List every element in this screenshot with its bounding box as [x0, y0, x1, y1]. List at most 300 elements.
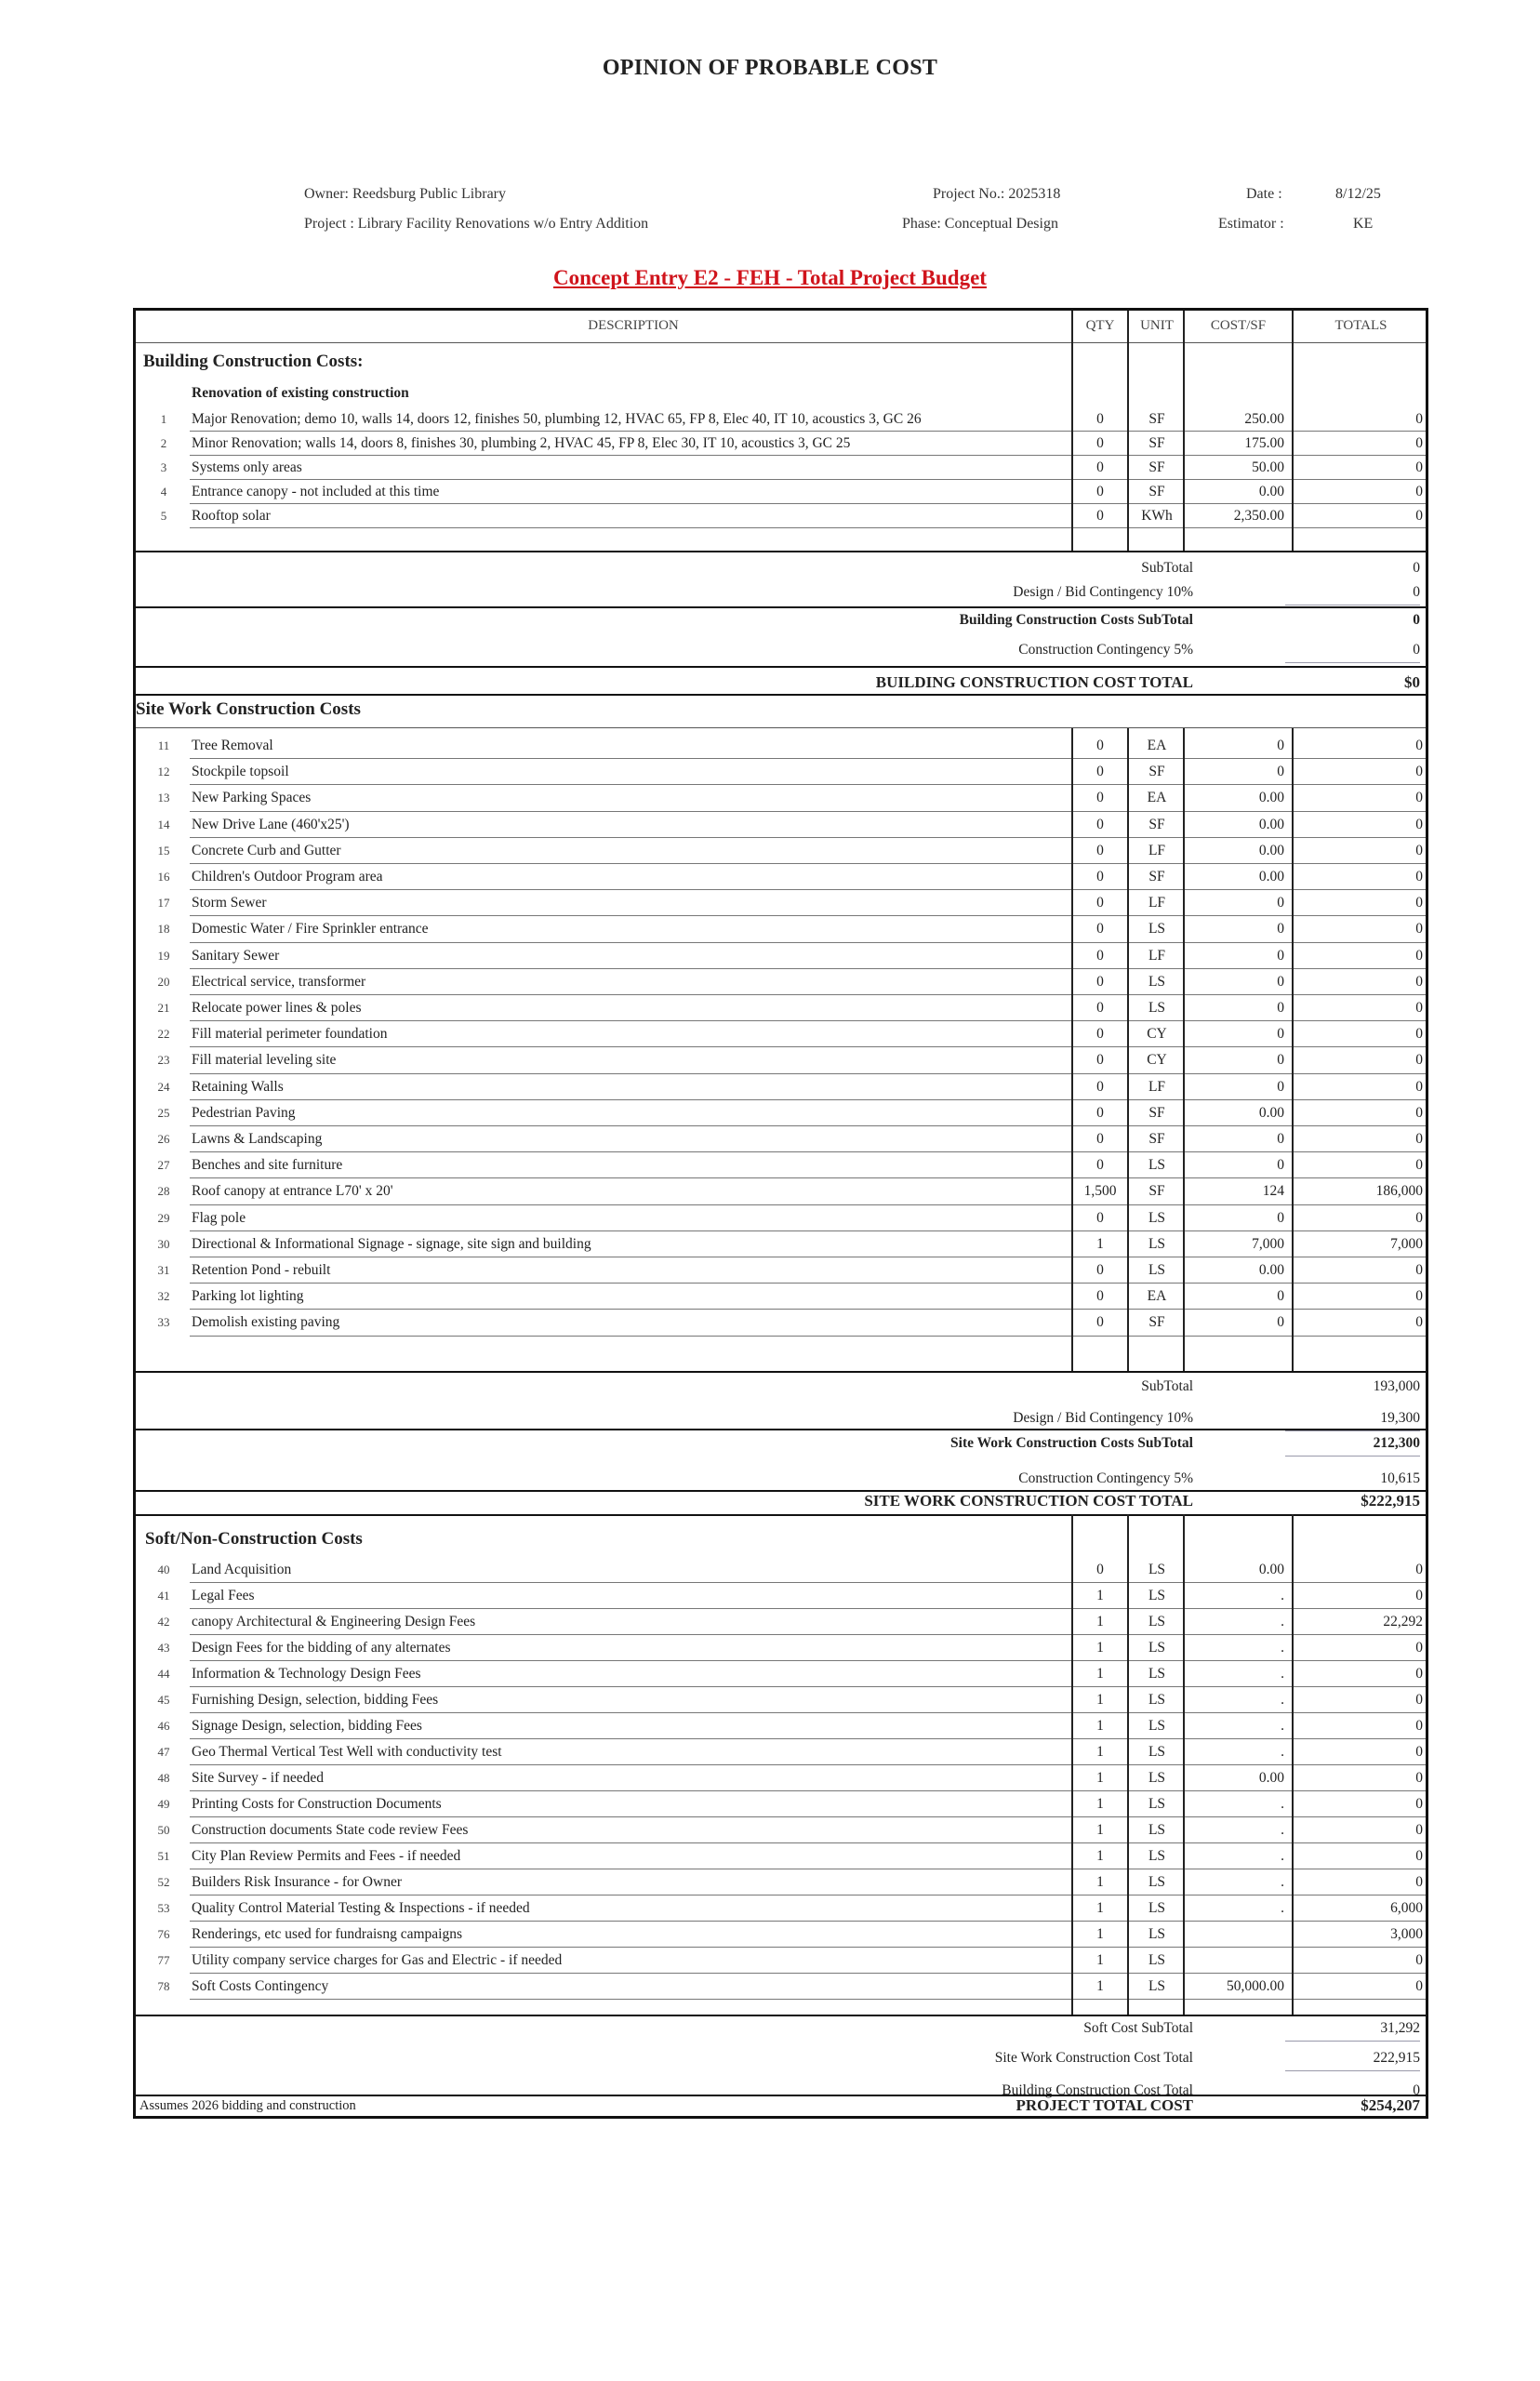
- soft-subtotal-label: Soft Cost SubTotal: [1083, 2020, 1193, 2036]
- row-total: 0: [1415, 1744, 1423, 1760]
- row-number: 4: [160, 485, 167, 499]
- table-row: [136, 1843, 1426, 1869]
- row-number: 20: [157, 974, 170, 989]
- row-description: Information & Technology Design Fees: [192, 1666, 421, 1682]
- row-cost: 0.00: [1258, 1262, 1284, 1278]
- row-description: Demolish existing paving: [192, 1314, 340, 1331]
- row-qty: 1: [1096, 1848, 1104, 1864]
- table-row: [136, 1100, 1426, 1126]
- row-total: 0: [1415, 895, 1423, 911]
- table-row: [136, 1126, 1426, 1152]
- row-unit: LS: [1148, 1614, 1166, 1629]
- row-cost: .: [1281, 1666, 1284, 1682]
- site-cc-subtotal-label: Site Work Construction Costs SubTotal: [950, 1435, 1193, 1451]
- row-unit: LF: [1148, 947, 1166, 964]
- row-description: Land Acquisition: [192, 1562, 292, 1577]
- row-qty: 0: [1096, 869, 1104, 885]
- table-row: [136, 759, 1426, 785]
- row-description: Sanitary Sewer: [192, 947, 280, 964]
- column-divider: [1071, 311, 1073, 551]
- underline: [1285, 2070, 1420, 2071]
- row-total: 0: [1415, 1000, 1423, 1016]
- row-unit: LS: [1148, 1640, 1166, 1656]
- row-total: 0: [1415, 1692, 1423, 1708]
- column-divider: [1127, 311, 1129, 551]
- row-unit: SF: [1148, 411, 1165, 427]
- table-row: [136, 1869, 1426, 1895]
- site-design-value: 19,300: [1380, 1410, 1420, 1426]
- row-total: 0: [1415, 1052, 1423, 1069]
- row-number: 28: [157, 1184, 170, 1199]
- row-description: Rooftop solar: [192, 508, 271, 524]
- table-row: [136, 1205, 1426, 1231]
- row-total: 0: [1415, 973, 1423, 990]
- row-qty: 0: [1096, 1000, 1104, 1016]
- row-description: Systems only areas: [192, 459, 302, 475]
- row-unit: LS: [1148, 1262, 1166, 1278]
- row-number: 33: [157, 1315, 170, 1330]
- column-divider: [1292, 311, 1294, 551]
- table-row: [136, 1817, 1426, 1843]
- row-cost: .: [1281, 1718, 1284, 1734]
- row-cost: 50.00: [1252, 459, 1284, 475]
- row-description: Construction documents State code review Fees: [192, 1822, 469, 1838]
- phase-label: Phase: Conceptual Design: [902, 216, 1058, 232]
- row-total: 0: [1415, 1588, 1423, 1603]
- soft-building-total-value: 0: [1413, 2082, 1420, 2098]
- section-divider: [136, 1429, 1426, 1430]
- row-cost: 0: [1277, 738, 1284, 753]
- row-qty: 0: [1096, 484, 1104, 499]
- column-divider: [1071, 727, 1073, 1371]
- row-qty: 0: [1096, 842, 1104, 858]
- date-value: 8/12/25: [1335, 186, 1381, 202]
- row-description: Utility company service charges for Gas and Electric - if needed: [192, 1952, 563, 1968]
- site-subtotal-label: SubTotal: [1141, 1378, 1193, 1394]
- building-contingency-value: 0: [1413, 642, 1420, 658]
- row-qty: 1: [1096, 1796, 1104, 1812]
- row-description: Roof canopy at entrance L70' x 20': [192, 1183, 393, 1200]
- row-qty: 1: [1096, 1718, 1104, 1734]
- row-qty: 1: [1096, 1744, 1104, 1760]
- table-row: [136, 733, 1426, 759]
- row-total: 0: [1415, 459, 1423, 475]
- table-row: [136, 1021, 1426, 1047]
- section-divider: [136, 551, 1426, 552]
- row-cost: .: [1281, 1848, 1284, 1864]
- row-qty: 0: [1096, 816, 1104, 832]
- column-divider: [1183, 311, 1185, 551]
- row-total: 0: [1415, 1952, 1423, 1968]
- row-total: 0: [1415, 790, 1423, 806]
- row-number: 52: [157, 1875, 170, 1889]
- building-subtotal-value: 0: [1413, 560, 1420, 576]
- underline: [1285, 662, 1420, 663]
- row-qty: 0: [1096, 895, 1104, 911]
- row-unit: LS: [1148, 1718, 1166, 1734]
- site-total-value: $222,915: [1361, 1492, 1420, 1510]
- row-description: Storm Sewer: [192, 895, 267, 911]
- row-total: 0: [1415, 1157, 1423, 1174]
- table-row: [136, 785, 1426, 811]
- row-cost: 7,000: [1252, 1235, 1284, 1252]
- row-description: Minor Renovation; walls 14, doors 8, finishes 30, plumbing 2, HVAC 45, FP 8, Elec 30, IT 10, acoustics 3, GC 25: [192, 435, 851, 451]
- row-number: 27: [157, 1158, 170, 1173]
- table-row: [136, 1257, 1426, 1284]
- table-row: [136, 480, 1426, 504]
- row-unit: LS: [1148, 1848, 1166, 1864]
- row-description: Retention Pond - rebuilt: [192, 1262, 331, 1278]
- row-number: 78: [157, 1979, 170, 1993]
- row-unit: SF: [1148, 816, 1165, 832]
- row-total: 0: [1415, 435, 1423, 451]
- row-cost: 0: [1277, 1157, 1284, 1174]
- table-row: [136, 995, 1426, 1021]
- row-description: Electrical service, transformer: [192, 973, 366, 990]
- soft-subtotal-value: 31,292: [1380, 2020, 1420, 2036]
- row-qty: 1,500: [1083, 1183, 1117, 1200]
- row-total: 0: [1415, 1718, 1423, 1734]
- row-description: New Parking Spaces: [192, 790, 312, 806]
- row-number: 50: [157, 1823, 170, 1837]
- row-number: 47: [157, 1745, 170, 1759]
- building-total-value: $0: [1404, 673, 1420, 691]
- row-unit: LS: [1148, 1978, 1166, 1994]
- table-row: [136, 838, 1426, 864]
- row-number: 16: [157, 870, 170, 884]
- row-total: 7,000: [1390, 1235, 1423, 1252]
- row-number: 18: [157, 922, 170, 937]
- column-divider: [1183, 1514, 1185, 2015]
- row-number: 24: [157, 1079, 170, 1094]
- row-description: Builders Risk Insurance - for Owner: [192, 1874, 402, 1890]
- row-qty: 1: [1096, 1770, 1104, 1786]
- row-description: Design Fees for the bidding of any alternates: [192, 1640, 451, 1656]
- row-total: 0: [1415, 764, 1423, 780]
- row-number: 26: [157, 1132, 170, 1146]
- site-total-label: SITE WORK CONSTRUCTION COST TOTAL: [864, 1492, 1193, 1510]
- row-qty: 0: [1096, 1262, 1104, 1278]
- building-subtotal-label: SubTotal: [1141, 560, 1193, 576]
- row-number: 29: [157, 1210, 170, 1225]
- row-number: 49: [157, 1797, 170, 1811]
- page-title: OPINION OF PROBABLE COST: [602, 56, 938, 80]
- table-row: [136, 890, 1426, 916]
- row-cost: 0: [1277, 1026, 1284, 1043]
- row-qty: 0: [1096, 1157, 1104, 1174]
- row-unit: LS: [1148, 1588, 1166, 1603]
- building-cc-subtotal-value: 0: [1413, 612, 1420, 628]
- row-cost: 0: [1277, 1314, 1284, 1331]
- date-label: Date :: [1246, 186, 1282, 202]
- row-cost: .: [1281, 1692, 1284, 1708]
- row-qty: 0: [1096, 508, 1104, 524]
- site-design-label: Design / Bid Contingency 10%: [1013, 1410, 1193, 1426]
- row-unit: LS: [1148, 1235, 1166, 1252]
- row-number: 32: [157, 1289, 170, 1304]
- row-unit: SF: [1148, 1183, 1165, 1200]
- building-design-label: Design / Bid Contingency 10%: [1013, 584, 1193, 600]
- project-number: Project No.: 2025318: [933, 186, 1061, 202]
- row-total: 0: [1415, 1104, 1423, 1121]
- row-cost: 2,350.00: [1233, 508, 1284, 524]
- site-subtotal-value: 193,000: [1373, 1378, 1420, 1394]
- table-row: [136, 916, 1426, 942]
- row-qty: 1: [1096, 1822, 1104, 1838]
- row-total: 0: [1415, 1666, 1423, 1682]
- table-row: [136, 1922, 1426, 1948]
- row-divider: [190, 1999, 1426, 2000]
- row-number: 76: [157, 1927, 170, 1941]
- row-total: 186,000: [1375, 1183, 1423, 1200]
- budget-subtitle: Concept Entry E2 - FEH - Total Project Budget: [553, 266, 987, 289]
- row-cost: 0.00: [1258, 1562, 1284, 1577]
- soft-heading: Soft/Non-Construction Costs: [145, 1529, 363, 1549]
- row-total: 0: [1415, 1131, 1423, 1147]
- row-number: 43: [157, 1641, 170, 1655]
- row-qty: 1: [1096, 1900, 1104, 1916]
- row-cost: 175.00: [1244, 435, 1284, 451]
- row-cost: .: [1281, 1796, 1284, 1812]
- row-cost: 50,000.00: [1227, 1978, 1284, 1994]
- row-unit: LS: [1148, 921, 1166, 938]
- row-qty: 1: [1096, 1666, 1104, 1682]
- row-description: Stockpile topsoil: [192, 764, 289, 780]
- divider: [136, 342, 1426, 343]
- building-subheading: Renovation of existing construction: [192, 385, 409, 401]
- site-cc-subtotal-value: 212,300: [1373, 1435, 1420, 1451]
- row-number: 21: [157, 1001, 170, 1015]
- row-number: 53: [157, 1901, 170, 1915]
- row-cost: 0.00: [1258, 1104, 1284, 1121]
- row-number: 17: [157, 896, 170, 911]
- row-unit: LS: [1148, 1822, 1166, 1838]
- row-description: Pedestrian Paving: [192, 1104, 296, 1121]
- row-number: 2: [160, 436, 167, 450]
- row-qty: 0: [1096, 764, 1104, 780]
- building-contingency-label: Construction Contingency 5%: [1018, 642, 1193, 658]
- row-cost: 0.00: [1258, 1770, 1284, 1786]
- row-cost: .: [1281, 1874, 1284, 1890]
- row-unit: LF: [1148, 1078, 1166, 1095]
- table-row: [136, 456, 1426, 480]
- row-description: Legal Fees: [192, 1588, 255, 1603]
- divider: [136, 727, 1426, 728]
- row-cost: 0: [1277, 921, 1284, 938]
- column-divider: [1127, 727, 1129, 1371]
- section-divider: [136, 1371, 1426, 1373]
- row-qty: 1: [1096, 1874, 1104, 1890]
- row-total: 0: [1415, 508, 1423, 524]
- row-total: 0: [1415, 1314, 1423, 1331]
- row-number: 13: [157, 791, 170, 805]
- row-number: 51: [157, 1849, 170, 1863]
- col-description: DESCRIPTION: [588, 318, 679, 333]
- table-row: [136, 1948, 1426, 1974]
- column-divider: [1127, 1514, 1129, 2015]
- row-description: canopy Architectural & Engineering Design Fees: [192, 1614, 476, 1629]
- row-number: 31: [157, 1263, 170, 1277]
- row-total: 0: [1415, 1848, 1423, 1864]
- section-divider: [136, 1490, 1426, 1492]
- row-divider: [190, 527, 1426, 528]
- project-label: Project : Library Facility Renovations w/o Entry Addition: [304, 216, 649, 232]
- row-total: 0: [1415, 842, 1423, 858]
- row-unit: LS: [1148, 1209, 1166, 1226]
- column-divider: [1071, 1514, 1073, 2015]
- table-row: [136, 1583, 1426, 1609]
- row-description: Signage Design, selection, bidding Fees: [192, 1718, 422, 1734]
- row-qty: 0: [1096, 1052, 1104, 1069]
- row-description: Concrete Curb and Gutter: [192, 842, 341, 858]
- row-qty: 1: [1096, 1640, 1104, 1656]
- table-row: [136, 1791, 1426, 1817]
- row-qty: 1: [1096, 1926, 1104, 1942]
- row-unit: SF: [1148, 484, 1165, 499]
- row-cost: 124: [1262, 1183, 1284, 1200]
- row-total: 0: [1415, 1770, 1423, 1786]
- row-description: Children's Outdoor Program area: [192, 869, 383, 885]
- row-qty: 0: [1096, 1131, 1104, 1147]
- section-divider: [136, 606, 1426, 608]
- table-row: [136, 407, 1426, 432]
- row-number: 15: [157, 843, 170, 858]
- row-description: Flag pole: [192, 1209, 246, 1226]
- row-cost: 0: [1277, 1288, 1284, 1305]
- soft-site-total-value: 222,915: [1373, 2050, 1420, 2066]
- row-unit: LS: [1148, 1770, 1166, 1786]
- row-total: 0: [1415, 816, 1423, 832]
- row-unit: LS: [1148, 973, 1166, 990]
- col-qty: QTY: [1085, 318, 1115, 333]
- building-design-value: 0: [1413, 584, 1420, 600]
- row-qty: 0: [1096, 1288, 1104, 1305]
- table-row: [136, 1047, 1426, 1073]
- row-description: Entrance canopy - not included at this time: [192, 484, 440, 499]
- row-divider: [190, 1336, 1426, 1337]
- table-row: [136, 1687, 1426, 1713]
- row-total: 0: [1415, 1078, 1423, 1095]
- row-number: 44: [157, 1667, 170, 1681]
- row-cost: .: [1281, 1588, 1284, 1603]
- row-qty: 0: [1096, 1026, 1104, 1043]
- table-row: [136, 1765, 1426, 1791]
- row-unit: LS: [1148, 1000, 1166, 1016]
- row-description: Site Survey - if needed: [192, 1770, 325, 1786]
- row-unit: LS: [1148, 1900, 1166, 1916]
- row-total: 0: [1415, 921, 1423, 938]
- row-description: Major Renovation; demo 10, walls 14, doors 12, finishes 50, plumbing 12, HVAC 65, FP 8, Elec 40, IT 10, acoustics 3, GC 26: [192, 411, 922, 427]
- row-cost: .: [1281, 1900, 1284, 1916]
- table-row: [136, 812, 1426, 838]
- section-divider: [136, 2095, 1426, 2096]
- row-total: 0: [1415, 1874, 1423, 1890]
- row-description: Soft Costs Contingency: [192, 1978, 329, 1994]
- row-qty: 0: [1096, 1104, 1104, 1121]
- row-description: Lawns & Landscaping: [192, 1131, 323, 1147]
- table-row: [136, 1178, 1426, 1204]
- row-cost: .: [1281, 1614, 1284, 1629]
- row-cost: 0.00: [1258, 816, 1284, 832]
- building-total-label: BUILDING CONSTRUCTION COST TOTAL: [875, 673, 1193, 691]
- row-cost: 0: [1277, 895, 1284, 911]
- col-totals: TOTALS: [1334, 318, 1387, 333]
- row-unit: LS: [1148, 1874, 1166, 1890]
- section-divider: [136, 1514, 1426, 1516]
- row-unit: KWh: [1141, 508, 1173, 524]
- building-heading: Building Construction Costs:: [143, 352, 364, 371]
- row-unit: SF: [1148, 1314, 1165, 1331]
- row-cost: 0: [1277, 764, 1284, 780]
- section-divider: [136, 2015, 1426, 2016]
- row-number: 12: [157, 765, 170, 779]
- row-qty: 0: [1096, 1314, 1104, 1331]
- row-qty: 0: [1096, 435, 1104, 451]
- table-row: [136, 1557, 1426, 1583]
- table-row: [136, 969, 1426, 995]
- table-row: [136, 1661, 1426, 1687]
- row-cost: 0: [1277, 1078, 1284, 1095]
- row-unit: EA: [1147, 738, 1167, 753]
- row-cost: 0: [1277, 1209, 1284, 1226]
- row-description: Parking lot lighting: [192, 1288, 304, 1305]
- row-description: Tree Removal: [192, 738, 273, 753]
- row-total: 0: [1415, 1026, 1423, 1043]
- table-row: [136, 1609, 1426, 1635]
- col-cost: COST/SF: [1210, 318, 1267, 333]
- row-cost: 0.00: [1258, 869, 1284, 885]
- row-qty: 1: [1096, 1692, 1104, 1708]
- row-qty: 0: [1096, 790, 1104, 806]
- row-description: Fill material perimeter foundation: [192, 1026, 388, 1043]
- column-divider: [1292, 727, 1294, 1371]
- underline: [1285, 2041, 1420, 2042]
- row-unit: SF: [1148, 764, 1165, 780]
- row-total: 0: [1415, 1640, 1423, 1656]
- row-cost: .: [1281, 1744, 1284, 1760]
- row-description: Relocate power lines & poles: [192, 1000, 362, 1016]
- building-cc-subtotal-label: Building Construction Costs SubTotal: [959, 612, 1193, 628]
- table-row: [136, 432, 1426, 456]
- row-unit: SF: [1148, 1104, 1165, 1121]
- row-description: Furnishing Design, selection, bidding Fees: [192, 1692, 439, 1708]
- row-qty: 1: [1096, 1235, 1104, 1252]
- owner-label: Owner: Reedsburg Public Library: [304, 186, 506, 202]
- row-qty: 1: [1096, 1952, 1104, 1968]
- row-cost: 0.00: [1258, 842, 1284, 858]
- underline: [1285, 1456, 1420, 1457]
- row-qty: 0: [1096, 921, 1104, 938]
- row-description: Fill material leveling site: [192, 1052, 337, 1069]
- row-description: Retaining Walls: [192, 1078, 284, 1095]
- row-total: 0: [1415, 947, 1423, 964]
- row-description: Geo Thermal Vertical Test Well with conductivity test: [192, 1744, 502, 1760]
- site-heading: Site Work Construction Costs: [136, 699, 361, 719]
- soft-site-total-label: Site Work Construction Cost Total: [994, 2050, 1193, 2066]
- row-cost: 250.00: [1244, 411, 1284, 427]
- row-unit: LS: [1148, 1952, 1166, 1968]
- row-total: 0: [1415, 1209, 1423, 1226]
- row-unit: CY: [1147, 1052, 1167, 1069]
- section-divider: [136, 666, 1426, 668]
- table-row: [136, 1739, 1426, 1765]
- row-total: 0: [1415, 1822, 1423, 1838]
- row-unit: LS: [1148, 1926, 1166, 1942]
- row-number: 1: [160, 412, 167, 426]
- row-qty: 1: [1096, 1614, 1104, 1629]
- row-description: Benches and site furniture: [192, 1157, 343, 1174]
- row-total: 0: [1415, 484, 1423, 499]
